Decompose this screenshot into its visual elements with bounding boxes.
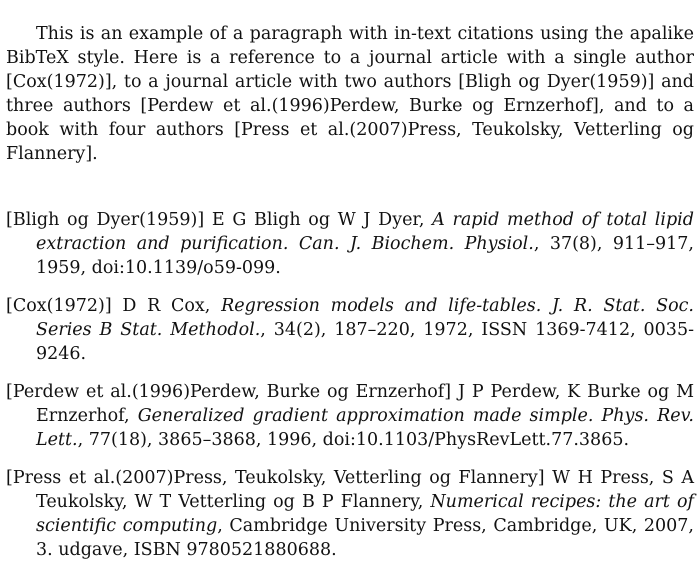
paragraph-text: . xyxy=(92,143,98,164)
reference-entry: [Press et al.(2007)Press, Teukolsky, Vetterling og Flannery] W H Press, S A Teukolsky, W T Vetterling og B P Flannery, Numerical recipes: the art of scientific computing, Cambridge University Press, Cambridge, UK, 2007, 3. udgave, ISBN 9780521880688. xyxy=(6,468,695,560)
body-paragraph xyxy=(6,22,694,166)
citation-cox[interactable]: [Cox(1972)] xyxy=(6,71,112,92)
paragraph-text: This is an example of a paragraph with in-text citations using the apalike BibTeX style. Here is a reference to a journal article with a single author xyxy=(6,23,694,68)
reference-details: , Cambridge University Press, Cambridge, UK, 2007, 3. udgave, ISBN 9780521880688. xyxy=(36,516,694,560)
reference-authors: E G Bligh og W J Dyer xyxy=(211,210,419,230)
reference-list xyxy=(6,208,694,576)
citation-bligh-dyer[interactable]: [Bligh og Dyer(1959)] xyxy=(458,71,655,92)
reference-title: Regression models and life-tables. J. R. Stat. Soc. Series B Stat. Methodol. xyxy=(36,296,694,340)
paragraph-text: , and to a book with four authors xyxy=(6,95,694,140)
reference-title: Generalized gradient approximation made simple. Phys. Rev. Lett. xyxy=(36,406,694,450)
paragraph-text: and three authors xyxy=(6,71,694,116)
reference-title: Numerical recipes: the art of scientific computing xyxy=(36,492,695,536)
reference-entry: [Bligh og Dyer(1959)] E G Bligh og W J Dyer, A rapid method of total lipid extraction and purification. Can. J. Biochem. Physiol., 37(8), 911–917, 1959, doi:10.1139/o59-099. xyxy=(6,210,694,278)
reference-entry: [Cox(1972)] D R Cox, Regression models and life-tables. J. R. Stat. Soc. Series B Stat. Methodol., 34(2), 187–220, 1972, ISSN 1369-7412, 0035-9246. xyxy=(6,296,694,364)
reference-authors: J P Perdew, K Burke og M Ernzerhof xyxy=(36,382,694,426)
reference-label: [Press et al.(2007)Press, Teukolsky, Vetterling og Flannery] xyxy=(6,468,545,488)
reference-authors: D R Cox xyxy=(122,296,205,316)
reference-details: , 37(8), 911–917, 1959, doi:10.1139/o59-099. xyxy=(36,234,694,278)
citation-press[interactable]: [Press et al.(2007)Press, Teukolsky, Vetterling og Flannery] xyxy=(6,119,694,164)
reference-details: , 77(18), 3865–3868, 1996, doi:10.1103/PhysRevLett.77.3865. xyxy=(77,430,630,450)
paragraph-text: , to a journal article with two authors xyxy=(111,71,459,92)
reference-authors: W H Press, S A Teukolsky, W T Vetterling og B P Flannery xyxy=(36,468,694,512)
citation-perdew[interactable]: [Perdew et al.(1996)Perdew, Burke og Ernzerhof] xyxy=(140,95,599,116)
reference-label: [Cox(1972)] xyxy=(6,296,112,316)
reference-label: [Perdew et al.(1996)Perdew, Burke og Ernzerhof] xyxy=(6,382,452,402)
reference-title: A rapid method of total lipid extraction and purification. Can. J. Biochem. Physiol. xyxy=(36,210,694,254)
reference-label: [Bligh og Dyer(1959)] xyxy=(6,210,205,230)
reference-details: , 34(2), 187–220, 1972, ISSN 1369-7412, 0035-9246. xyxy=(36,320,694,364)
reference-entry: [Perdew et al.(1996)Perdew, Burke og Ernzerhof] J P Perdew, K Burke og M Ernzerhof, Generalized gradient approximation made simple. Phys. Rev. Lett., 77(18), 3865–3868, 1996, doi:10.1103/PhysRevLett.77.3865. xyxy=(6,382,694,450)
